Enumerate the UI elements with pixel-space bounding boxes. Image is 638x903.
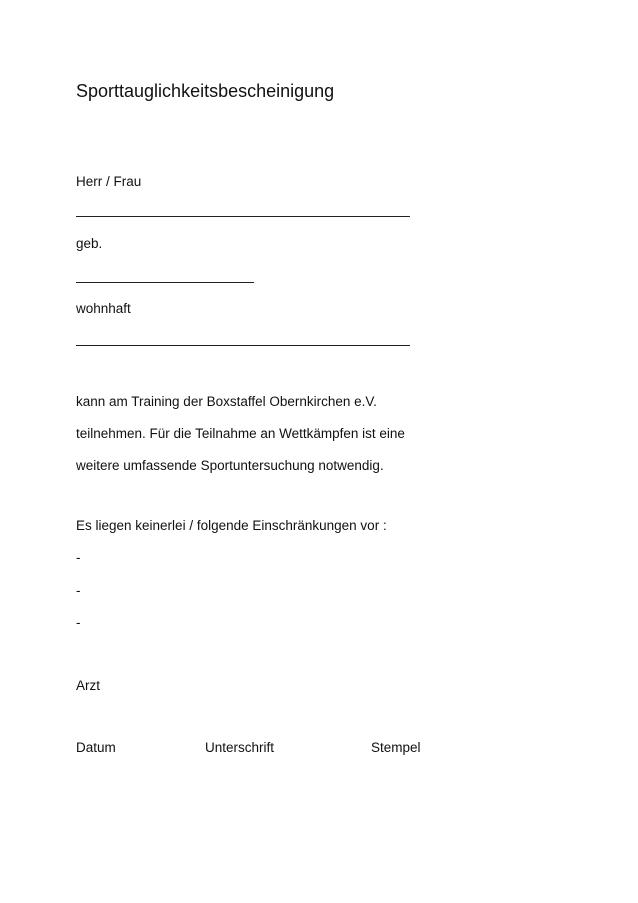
signature-label: Unterschrift bbox=[205, 740, 275, 755]
body-line-1: kann am Training der Boxstaffel Obernkirchen e.V. bbox=[76, 394, 377, 409]
stamp-label: Stempel bbox=[371, 740, 421, 755]
residence-fill-line bbox=[76, 345, 410, 346]
restriction-item: - bbox=[76, 550, 81, 565]
date-label: Datum bbox=[76, 740, 116, 755]
birth-fill-line bbox=[76, 282, 254, 283]
restriction-item: - bbox=[76, 583, 81, 598]
name-label: Herr / Frau bbox=[76, 174, 142, 189]
body-line-2: teilnehmen. Für die Teilnahme an Wettkämpfen ist eine bbox=[76, 426, 405, 441]
name-fill-line bbox=[76, 216, 410, 217]
restriction-item: - bbox=[76, 615, 81, 630]
document-title: Sporttauglichkeitsbescheinigung bbox=[76, 81, 335, 101]
restrictions-label: Es liegen keinerlei / folgende Einschränkungen vor : bbox=[76, 518, 387, 533]
doctor-label: Arzt bbox=[76, 678, 101, 693]
residence-label: wohnhaft bbox=[76, 301, 131, 316]
body-line-3: weitere umfassende Sportuntersuchung notwendig. bbox=[76, 458, 384, 473]
birth-label: geb. bbox=[76, 236, 103, 251]
